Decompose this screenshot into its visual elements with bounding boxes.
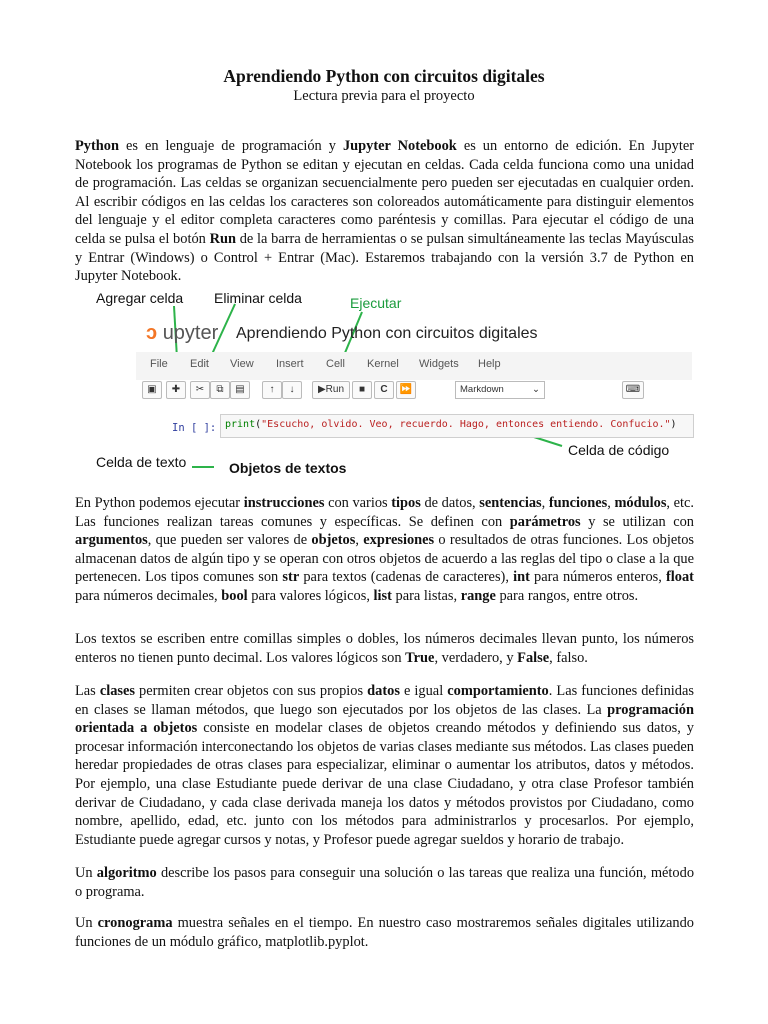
menu-view[interactable]: View: [230, 358, 254, 370]
paragraph-literals: Los textos se escriben entre comillas simples o dobles, los números decimales llevan punto, los números enteros no tienen punto decimal. Los valores lógicos son True, verdadero, y False, falso.: [75, 631, 694, 666]
paragraph-intro: Python es en lenguaje de programación y Jupyter Notebook es un entorno de edición. En Jupyter Notebook los programas de Python se editan y ejecutan en celdas. Cada celda funciona como una unidad de programación. Las celdas se organizan secuencialmente pero pueden ser ejecutadas en cualquier orden. Al escribir códigos en las celdas los caracteres son coloreados automáticamente para distinguir elementos del lenguaje y el editor completa caracteres como paréntesis y comillas. Para ejecutar el código de una celda se pulsa el botón Run de la barra de herramientas o se pulsan simultáneamente las teclas Mayúsculas y Entrar (Windows) o Control + Entrar (Mac). Estaremos trabajando con la versión 3.7 de Python en Jupyter Notebook.: [75, 138, 694, 285]
term-run: Run: [209, 230, 236, 247]
paragraph-algorithm: Un algoritmo describe los pasos para conseguir una solución o las tareas que realiza una función, método o programa.: [75, 865, 695, 900]
cell-prompt: In [ ]:: [172, 422, 217, 434]
paragraph-classes: Las clases permiten crear objetos con sus propios datos e igual comportamiento. Las funciones definidas en clases se llaman métodos, que luego son ejecutados por los objetos de las clases. La programación orientada a objetos consiste en modelar clases de objetos creando métodos y definiendo sus datos, y procesar información interconectando los objetos de varias clases mediante sus métodos. Las clases pueden heredar propiedades de otras clases para especializar, eliminar o aumentar los atributos, datos y métodos. Por ejemplo, una clase Estudiante puede derivar de una clase Ciudadano, y otra clase Profesor también derivar de Ciudadano, y cada clase derivada maneja los datos y métodos provistos por Ciudadano, como nombre, apellido, edad, etc. junto con los métodos para administrarlos y procesarlos. Por ejemplo, Estudiante puede agregar cursos y notas, y Profesor puede agregar sueldos y horario de trabajo.: [75, 683, 694, 848]
jupyter-logo: ↄ upyter: [146, 322, 219, 344]
restart-icon[interactable]: C: [374, 381, 394, 399]
menu-file[interactable]: File: [150, 358, 168, 370]
menu-edit[interactable]: Edit: [190, 358, 209, 370]
stop-icon[interactable]: ■: [352, 381, 372, 399]
cut-icon[interactable]: ✂: [190, 381, 210, 399]
menu-help[interactable]: Help: [478, 358, 501, 370]
document-subtitle: Lectura previa para el proyecto: [293, 88, 475, 104]
keyboard-icon[interactable]: ⌨: [622, 381, 644, 399]
jupyter-figure: [92, 284, 692, 484]
callout-agregar-celda: Agregar celda: [96, 290, 184, 306]
chevron-down-icon: ⌄: [532, 384, 540, 395]
term-jupyter: Jupyter Notebook: [342, 138, 457, 154]
paragraph-timeline: Un cronograma muestra señales en el tiempo. En nuestro caso mostraremos señales digitales utilizando funciones de un módulo gráfico, matplotlib.pyplot.: [75, 915, 695, 950]
move-down-icon[interactable]: ↓: [282, 381, 302, 399]
move-up-icon[interactable]: ↑: [262, 381, 282, 399]
notebook-title[interactable]: Aprendiendo Python con circuitos digitales: [236, 325, 538, 342]
callout-objetos-textos: Objetos de textos: [229, 460, 347, 476]
callout-eliminar-celda: Eliminar celda: [214, 290, 302, 306]
fast-forward-icon[interactable]: ⏩: [396, 381, 416, 399]
save-icon[interactable]: ▣: [142, 381, 162, 399]
code-cell-input[interactable]: [220, 414, 694, 438]
toolbar: [136, 380, 692, 402]
run-icon: ▶: [317, 384, 326, 395]
term-python: Python: [75, 138, 119, 154]
cell-type-select[interactable]: Markdown ⌄: [455, 381, 545, 399]
callout-celda-texto: Celda de texto: [96, 454, 187, 470]
callout-celda-codigo: Celda de código: [568, 442, 670, 458]
menu-kernel[interactable]: Kernel: [367, 358, 399, 370]
menu-insert[interactable]: Insert: [276, 358, 304, 370]
paste-icon[interactable]: ▤: [230, 381, 250, 399]
document-title: Aprendiendo Python con circuitos digitales: [223, 66, 545, 86]
menu-cell[interactable]: Cell: [326, 358, 345, 370]
menu-bar: [136, 352, 692, 381]
menu-widgets[interactable]: Widgets: [419, 358, 459, 370]
callout-ejecutar: Ejecutar: [350, 295, 402, 311]
jupyter-logo-icon: ↄ: [146, 322, 158, 344]
paragraph-types: En Python podemos ejecutar instrucciones con varios tipos de datos, sentencias, funciones, módulos, etc. Las funciones realizan tareas comunes y específicas. Se definen con parámetros y se utilizan con argumentos, que pueden ser valores de objetos, expresiones o resultados de otras funciones. Los objetos almacenan datos de algún tipo y se operan con otros objetos de acuerdo a las reglas del tipo o clase a la que pertenecen. Los tipos comunes son str para textos (cadenas de caracteres), int para números enteros, float para números decimales, bool para valores lógicos, list para listas, range para rangos, entre otros.: [75, 495, 695, 604]
copy-icon[interactable]: ⧉: [210, 381, 230, 399]
code-text: print("Escucho, olvido. Veo, recuerdo. Hago, entonces entiendo. Confucio."): [225, 419, 677, 430]
add-cell-icon[interactable]: ✚: [166, 381, 186, 399]
run-button[interactable]: ▶Run: [312, 381, 350, 399]
